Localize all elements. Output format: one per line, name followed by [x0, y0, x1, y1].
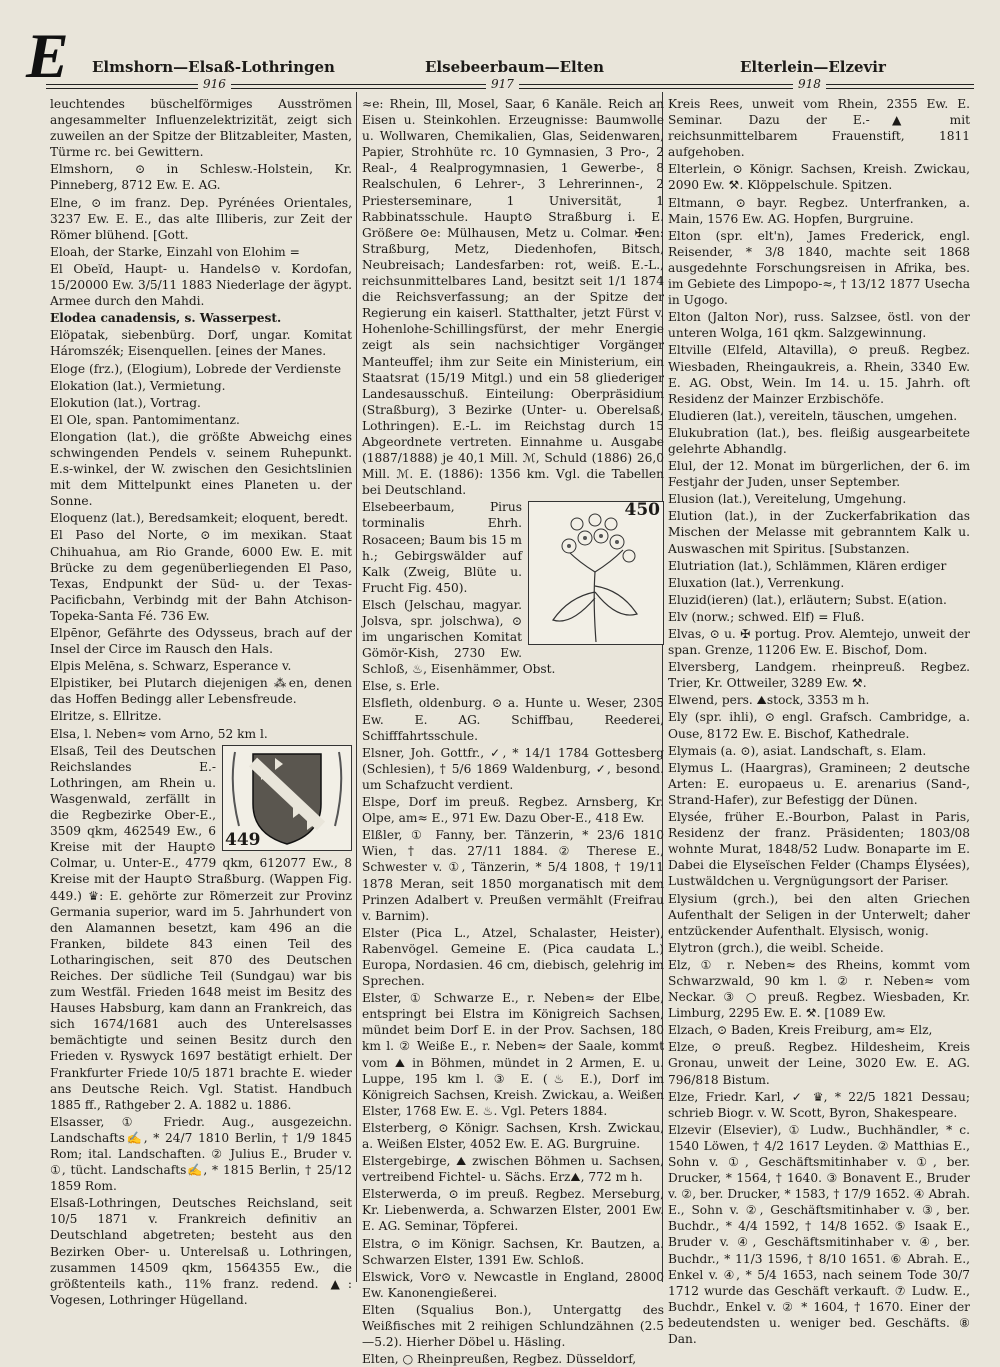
entry: Kreis Rees, unweit vom Rhein, 2355 Ew. E. Seminar. Dazu der E.-▲ mit reichsunmittelbarem Frauenstift, 1811 aufgehoben. [668, 97, 970, 160]
entry: Eludieren (lat.), vereiteln, täuschen, umgehen. [668, 408, 958, 423]
entry: Elton (spr. elt'n), James Frederick, engl. Reisender, * 3/8 1840, machte seit 1868 ausgedehnte Forschungsreisen in Afrika, bes. im Gebiete des Limpopo-≈, † 13/12 1877 Usecha in Ugogo. [668, 228, 970, 308]
entry: Elvas, ⊙ u. ✠ portug. Prov. Alemtejo, unweit der span. Grenze, 11206 Ew. E. Bischof, Dom. [668, 627, 970, 658]
entry: Elysée, früher E.-Bourbon, Palast in Paris, Residenz der franz. Präsidenten; 1803/08 wohnte Murat, 1848/52 Ludw. Bonaparte im E. Dabei die Elyseïschen Felder (Champs Élysées), Lustwäldchen u. Vergnügungsort der Pariser. [668, 810, 970, 889]
entry: Elmshorn, ⊙ in Schlesw.-Holstein, Kr. Pinneberg, 8712 Ew. E. AG. [50, 162, 352, 193]
entry: Elusion (lat.), Vereitelung, Umgehung. [668, 492, 907, 507]
entry: leuchtendes büschelförmiges Ausströmen angesammelter Influenzelektrizität, zeigt sich zuweilen an der Spitze der Blitzableiter, Masten, Türme rc. bei Gewittern. [50, 97, 352, 160]
entry: ≈e: Rhein, Ill, Mosel, Saar, 6 Kanäle. Reich an Eisen u. Steinkohlen. Erzeugnisse: Baumwolle u. Wollwaren, Chemikalien, Glas, Seidenwaren, Papier, Strohhüte rc. 10 Gymnasien, 3 Pro-, 2 Real-, 4 Realprogymnasien, 1 Gewerbe-, 8 Realschulen, 6 Lehrer-, 3 Lehrerinnen-, 2 Priesterseminare, 1 Universität, 1 Rabbinatsschule. Haupt⊙ Straßburg i. E. Größere ⊙e: Mülhausen, Metz u. Colmar. ✠en: Straßburg, Metz, Diedenhofen, Bitsch, Neubreisach; Landesfarben: rot, weiß. E.-L., reichsunmittelbares Land, besitzt seit 1/1 1874 die Reichsverfassung; an der Spitze der Regierung ein kaiserl. Statthalter, jetzt Fürst v. Hohenlohe-Schillingsfürst, der mehr Energie zeigt als sein nachsichtiger Vorgänger Manteuffel; ihm zur Seite ein Ministerium, ein Staatsrat (15/19 Mitgl.) und ein 58 gliederiger Landesausschuß. Einteilung: Oberpräsidium (Straßburg), 3 Bezirke (Unter- u. Oberelsaß, Lothringen). E.-L. im Reichstag durch 15 Abgeordnete vertreten. Einnahme u. Ausgabe (1887/1888) je 40,1 Mill. ℳ, Schuld (1886) 26,0 Mill. ℳ. E. (1886): 1356 km. Vgl. die Tabellen bei Deutschland. [362, 97, 664, 498]
entry: Elz, ① r. Neben≈ des Rheins, kommt vom Schwarzwald, 90 km l. ② r. Neben≈ vom Neckar. ③ ○ preuß. Regbez. Wiesbaden, Kr. Limburg, 2295 Ew. E. ⚒. [1089 Ew. [668, 957, 970, 1021]
entry: Eloge (frz.), (Elogium), Lobrede der Verdienste [50, 361, 342, 376]
entry: Elsaß, Teil des Deutschen Reichslandes E.-Lothringen, am Rhein u. Wasgenwald, zerfällt in die Regbezirke Ober-E., 3509 qkm, 462549 Ew., 6 Kreise mit der Haupt⊙ Colmar, u. Unter-E., 4779 qkm, 612077 Ew., 8 Kreise mit der Haupt⊙ Straßburg. (Wappen Fig. 449.) ♛: E. gehörte zur Römerzeit zur Provinz Germania superior, ward im 5. Jahrhundert von den Alamannen besetzt, kam 496 an die Franken, bildete 843 einen Teil des Lotharingischen, seit 870 des Deutschen Reiches. Der südliche Teil (Sundgau) war bis zum Westfäl. Frieden 1648 meist im Besitz des Hauses Habsburg, kam dann an Frankreich, das sich 1674/1681 auch des Unterelsasses bemächtigte und seinen Besitz durch den Frieden v. Ryswyck 1697 bestätigt erhielt. Der Frankfurter Friede 10/5 1871 brachte E. wieder ans Deutsche Reich. Vgl. Statist. Handbuch 1885 ff., Rathgeber 2. A. 1882 u. 1886. [50, 743, 352, 1112]
entry: Elze, ⊙ preuß. Regbez. Hildesheim, Kreis Gronau, unweit der Leine, 3020 Ew. E. AG. 796/818 Bistum. [668, 1040, 970, 1087]
running-header-right: Elterlein—Elzevir [740, 58, 886, 76]
entry: Elzevir (Elsevier), ① Ludw., Buchhändler, * c. 1540 Löwen, † 4/2 1617 Leyden. ② Matthias E., Sohn v. ①, Geschäftsmitinhaber v. ①, ber. Drucker, * 1564, † 1640. ③ Bonavent E., Bruder v. ②, ber. Drucker, * 1583, † 17/9 1652. ④ Abrah. E., Sohn v. ②, Geschäftsmitinhaber v. ③, ber. Buchdr., * 4/4 1592, † 14/8 1652. ⑤ Isaak E., Bruder v. ④, Geschäftsmitinhaber v. ④, ber. Buchdr., * 11/3 1596, † 8/10 1651. ⑥ Abrah. E., Enkel v. ④, * 5/4 1653, nach seinem Tode 30/7 1712 wurde das Geschäft verkauft. ⑦ Ludw. E., Buchdr., Enkel v. ② * 1604, † 1670. Einer der bedeutendsten u. weniger bed. Geschäfts. ⑧ Dan. [668, 1122, 970, 1347]
entry: Elstra, ⊙ im Königr. Sachsen, Kr. Bautzen, a. Schwarzen Elster, 1391 Ew. Schloß. [362, 1236, 664, 1267]
entry: Elster (Pica L., Atzel, Schalaster, Heister), Rabenvögel. Gemeine E. (Pica caudata L.) Europa, Nordasien. 46 cm, diebisch, gelehrig im Sprechen. [362, 925, 664, 989]
page-number-right: 918 [793, 77, 826, 91]
entry: Elsterwerda, ⊙ im preuß. Regbez. Merseburg, Kr. Liebenwerda, a. Schwarzen Elster, 2001 Ew. E. AG. Seminar, Töpferei. [362, 1187, 664, 1234]
entry: Elul, der 12. Monat im bürgerlichen, der 6. im Festjahr der Juden, unser September. [668, 459, 970, 490]
entry: Elwend, pers. ⛰stock, 3353 m h. [668, 693, 870, 708]
entry: Elten, ○ Rheinpreußen, Regbez. Düsseldorf, [362, 1352, 637, 1367]
entry: Elswick, Vor⊙ v. Newcastle in England, 28000 Ew. Kanonengießerei. [362, 1269, 664, 1300]
entry: Elpistiker, bei Plutarch diejenigen ⁂en, denen das Hoffen Bedingg aller Lebensfreude. [50, 676, 352, 707]
entry: Elstergebirge, ⛰ zwischen Böhmen u. Sachsen, vertreibend Fichtel- u. Sächs. Erz⛰, 772 m h. [362, 1154, 664, 1185]
entry: Elzach, ⊙ Baden, Kreis Freiburg, am≈ Elz, [668, 1023, 933, 1038]
entry: Eluxation (lat.), Verrenkung. [668, 575, 845, 590]
entry: El Paso del Norte, ⊙ im mexikan. Staat Chihuahua, am Rio Grande, 6000 Ew. E. mit Brücke zu dem gegenüberliegenden El Paso, Texas, Endpunkt der Süd- u. der Texas-Pacificbahn, Verbindg mit der Bahn Atchison-Topeka-Santa Fé. 736 Ew. [50, 528, 352, 623]
entry: Elpēnor, Gefährte des Odysseus, brach auf der Insel der Circe im Rausch den Hals. [50, 626, 352, 657]
entry: Eluzid(ieren) (lat.), erläutern; Subst. E(ation. [668, 592, 947, 607]
column-1 [50, 96, 352, 1307]
column-divider [356, 92, 357, 1282]
entry: Elterlein, ⊙ Königr. Sachsen, Kreish. Zwickau, 2090 Ew. ⚒. Klöppelschule. Spitzen. [668, 162, 970, 193]
entry: Eltville (Elfeld, Altavilla), ⊙ preuß. Regbez. Wiesbaden, Rheingaukreis, a. Rhein, 3340 Ew. E. AG. Obst, Wein. Im 14. u. 15. Jahrh. oft Residenz der Mainzer Erzbischöfe. [668, 343, 970, 406]
entry: Elv (norw.; schwed. Elf) = Fluß. [668, 609, 865, 624]
entry: Elongation (lat.), die größte Abweichg eines schwingenden Pendels v. seinem Ruhepunkt. E.s-winkel, der W. zwischen den Gesichtslinien mit dem Mittelpunkt eines Planeten u. der Sonne. [50, 429, 352, 509]
entry: Eloah, der Starke, Einzahl von Elohim = [50, 244, 300, 259]
entry: Elutriation (lat.), Schlämmen, Klären erdiger [668, 558, 947, 573]
entry: Elytron (grch.), die weibl. Scheide. [668, 940, 884, 955]
entry: Elymais (a. ⊙), asiat. Landschaft, s. Elam. [668, 743, 927, 758]
entry: Elritze, s. Ellritze. [50, 709, 162, 724]
entry: Elymus L. (Haargras), Gramineen; 2 deutsche Arten: E. europaeus u. E. arenarius (Sand-, Strand-Hafer), zur Befestigg der Dünen. [668, 760, 970, 807]
entry: El Obeïd, Haupt- u. Handels⊙ v. Kordofan, 15/20000 Ew. 3/5/11 1883 Niederlage der ägypt. Armee durch den Mahdi. [50, 261, 352, 309]
entry: Elsebeerbaum, Pirus torminalis Ehrh. Rosaceen; Baum bis 15 m h.; Gebirgswälder auf Kalk (Zweig, Blüte u. Frucht Fig. 450). [362, 500, 522, 595]
entry: Elysium (grch.), bei den alten Griechen Aufenthalt der Seligen in der Unterwelt; daher entzückender Aufenthalt. Elysisch, wonig. [668, 891, 970, 938]
entry: Elster, ① Schwarze E., r. Neben≈ der Elbe, entspringt bei Elstra im Königreich Sachsen, mündet beim Dorf E. in der Prov. Sachsen, 180 km l. ② Weiße E., r. Neben≈ der Saale, kommt vom ⛰ in Böhmen, mündet in 2 Armen, E. u. Luppe, 195 km l. ③ E. (♨ E.), Dorf im Königreich Sachsen, Kreish. Zwickau, a. Weißen Elster, 1768 Ew. E. ♨. Vgl. Peters 1884. [362, 991, 664, 1118]
entry: El Ole, span. Pantomimentanz. [50, 412, 240, 427]
figure-coat-of-arms [222, 745, 352, 851]
entry: Elöpatak, siebenbürg. Dorf, ungar. Komitat Háromszék; Eisenquellen. [eines der Manes. [50, 328, 352, 359]
column-2 [362, 96, 664, 1367]
plant-icon [529, 502, 663, 644]
entry: Elsa, l. Neben≈ vom Arno, 52 km l. [50, 726, 268, 741]
column-3 [668, 96, 970, 1347]
entry: Eltmann, ⊙ bayr. Regbez. Unterfranken, a. Main, 1576 Ew. AG. Hopfen, Burgruine. [668, 195, 970, 226]
section-letter: E [26, 20, 69, 91]
entry: Elsaß-Lothringen, Deutsches Reichsland, seit 10/5 1871 v. Frankreich definitiv an Deutschland abgetreten; besteht aus den Bezirken Ober- u. Unterelsaß u. Lothringen, zusammen 14509 qkm, 1564355 Ew., die größtenteils kath., 11% franz. redend. ▲: Vogesen, Lothringer Hügelland. [50, 1196, 352, 1307]
entry: Elsch (Jelschau, magyar. Jolsva, spr. jolschwa), ⊙ im ungarischen Komitat Gömör-Kish, 2730 Ew. Schloß, ♨, Eisenhämmer, Obst. [362, 597, 556, 677]
figure-number: 450 [624, 500, 660, 521]
figure-plant [528, 501, 664, 645]
entry: Elne, ⊙ im franz. Dep. Pyrénées Orientales, 3237 Ew. E. E., das alte Illiberis, zur Zeit der Römer blühend. [Gott. [50, 195, 352, 242]
entry: Elten (Squalius Bon.), Untergattg des Weißfisches mit 2 reihigen Schlundzähnen (2.5—5.2). Hierher Döbel u. Häsling. [362, 1302, 664, 1350]
entry: Elversberg, Landgem. rheinpreuß. Regbez. Trier, Kr. Ottweiler, 3289 Ew. ⚒. [668, 660, 970, 691]
entry: Elukubration (lat.), bes. fleißig ausgearbeitete gelehrte Abhandlg. [668, 425, 970, 456]
entry: Elsasser, ① Friedr. Aug., ausgezeichn. Landschafts✍, * 24/7 1810 Berlin, † 1/9 1845 Rom; ital. Landschaften. ② Julius E., Bruder v. ①, tücht. Landschafts✍, * 1815 Berlin, † 25/12 1859 Rom. [50, 1114, 352, 1194]
running-header-center: Elsebeerbaum—Elten [425, 58, 605, 76]
running-header-left: Elmshorn—Elsaß-Lothringen [92, 58, 335, 76]
entry: Eloquenz (lat.), Beredsamkeit; eloquent, beredt. [50, 511, 349, 526]
entry: Elspe, Dorf im preuß. Regbez. Arnsberg, Kr. Olpe, am≈ E., 971 Ew. Dazu Ober-E., 418 Ew. [362, 795, 664, 826]
entry: Elokution (lat.), Vortrag. [50, 395, 201, 410]
page-number-center: 917 [486, 77, 519, 91]
figure-number: 449 [225, 829, 261, 850]
entry: Elsterberg, ⊙ Königr. Sachsen, Krsh. Zwickau, a. Weißen Elster, 4052 Ew. E. AG. Burgruine. [362, 1120, 664, 1151]
entry: Ely (spr. ihli), ⊙ engl. Grafsch. Cambridge, a. Ouse, 8172 Ew. E. Bischof, Kathedrale. [668, 710, 970, 741]
entry: Elsfleth, oldenburg. ⊙ a. Hunte u. Weser, 2305 Ew. E. AG. Schiffbau, Reederei, Schifffahrtsschule. [362, 696, 664, 743]
entry: Elodea canadensis, s. Wasserpest. [50, 311, 282, 326]
page-number-left: 916 [198, 77, 231, 91]
entry: Elpis Melēna, s. Schwarz, Esperance v. [50, 659, 292, 674]
entry: Elze, Friedr. Karl, ✓ ♛, * 22/5 1821 Dessau; schrieb Biogr. v. W. Scott, Byron, Shakespeare. [668, 1089, 970, 1120]
entry: Elution (lat.), in der Zuckerfabrikation das Mischen der Melasse mit gebranntem Kalk u. Auswaschen mit Spiritus. [Substanzen. [668, 509, 970, 556]
entry: Elsner, Joh. Gottfr., ✓, * 14/1 1784 Gottesberg (Schlesien), † 5/6 1869 Waldenburg, ✓, besond. um Schafzucht verdient. [362, 745, 664, 792]
entry: Elßler, ① Fanny, ber. Tänzerin, * 23/6 1810 Wien, † das. 27/11 1884. ② Therese E., Schwester v. ①, Tänzerin, * 5/4 1808, † 19/11 1878 Meran, seit 1850 morganatisch mit dem Prinzen Adalbert v. Preußen vermählt (Freifrau v. Barnim). [362, 828, 664, 923]
entry: Elokation (lat.), Vermietung. [50, 378, 226, 393]
entry: Elton (Jalton Nor), russ. Salzsee, östl. von der unteren Wolga, 161 qkm. Salzgewinnung. [668, 310, 970, 341]
entry: Else, s. Erle. [362, 679, 440, 694]
